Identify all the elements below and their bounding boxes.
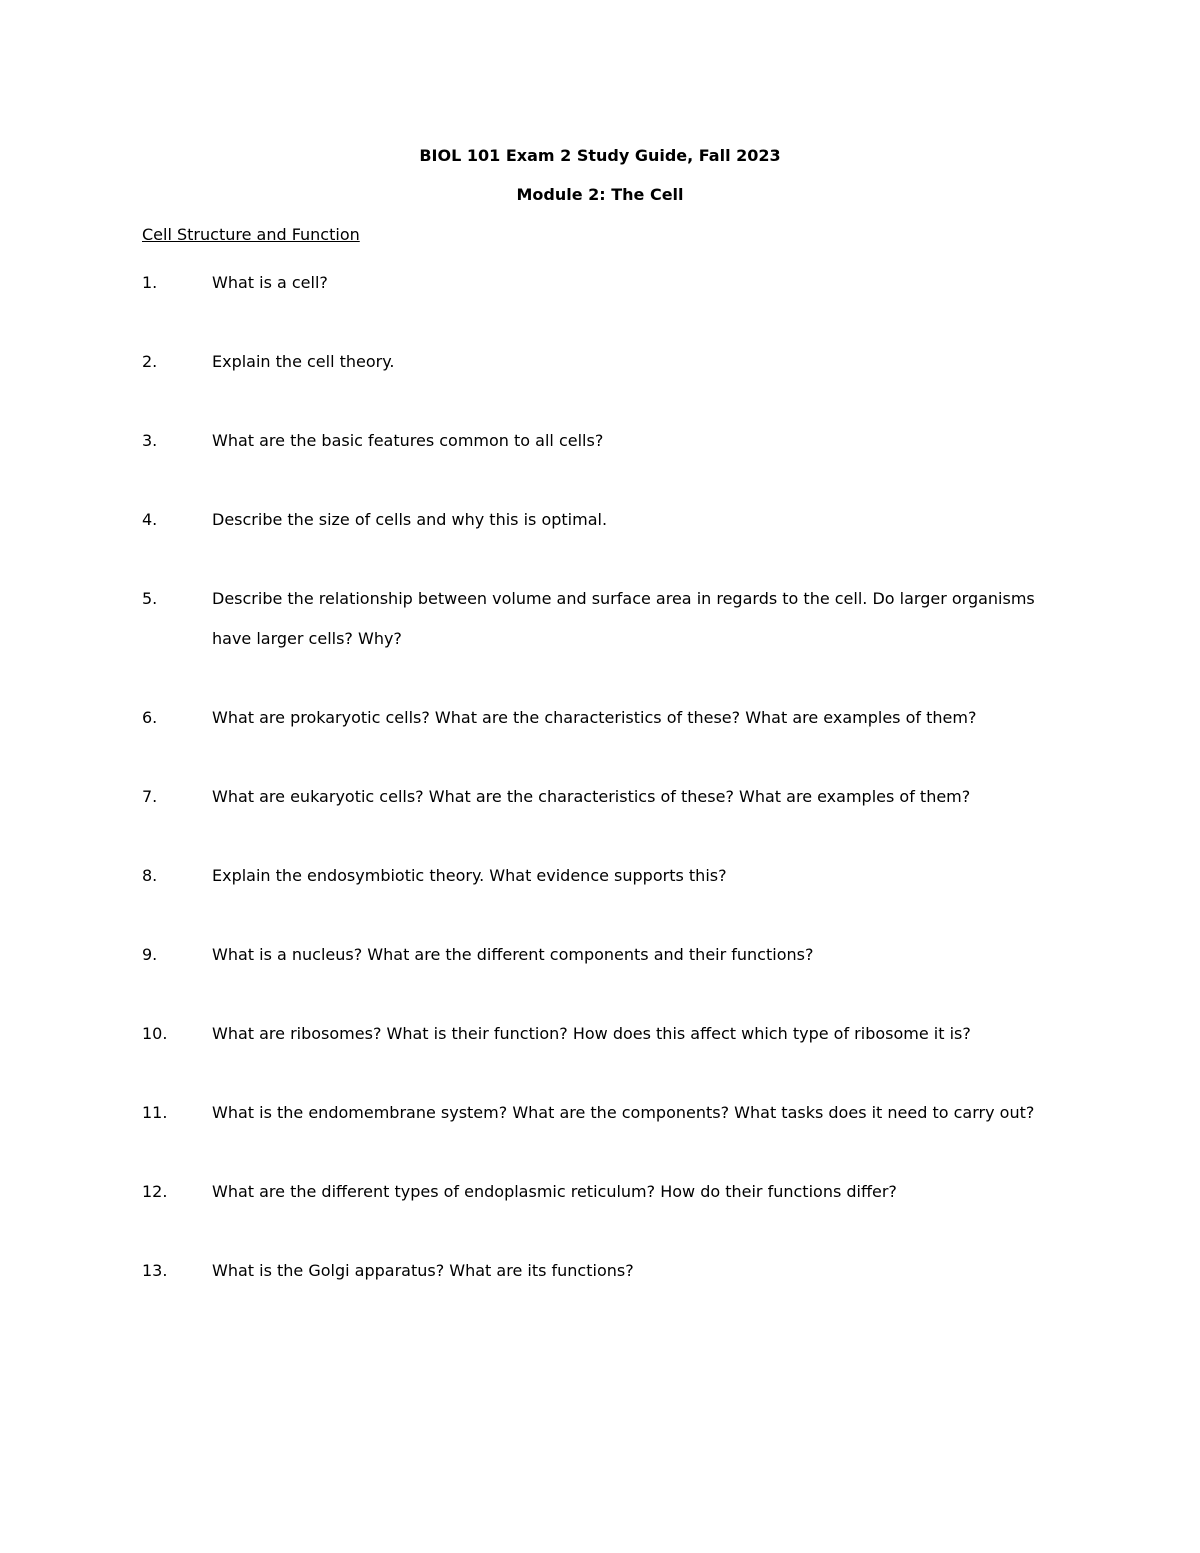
- question-text: What are the basic features common to all cells?: [212, 431, 604, 450]
- document-title: BIOL 101 Exam 2 Study Guide, Fall 2023: [419, 146, 781, 165]
- question-text: What is the Golgi apparatus? What are its functions?: [212, 1260, 634, 1280]
- question-text: What are the different types of endoplasmic reticulum? How do their functions differ?: [212, 1181, 897, 1201]
- question-number: 12.: [142, 1181, 168, 1201]
- question-item: [0, 263, 1200, 303]
- question-text: Explain the endosymbiotic theory. What evidence supports this?: [212, 865, 727, 885]
- question-item: [0, 1172, 1200, 1212]
- question-number: 6.: [142, 707, 158, 727]
- question-number: 1.: [142, 273, 158, 292]
- question-number: 13.: [142, 1260, 168, 1280]
- question-item: [0, 342, 1200, 382]
- question-number: 4.: [142, 510, 158, 529]
- question-number: 2.: [142, 352, 158, 371]
- question-number: 10.: [142, 1023, 168, 1043]
- question-text: What is the endomembrane system? What are the components? What tasks does it need to carry out?: [212, 1102, 1035, 1122]
- question-number: 9.: [142, 944, 158, 964]
- question-number: 5.: [142, 589, 158, 608]
- question-item: [0, 579, 1200, 658]
- section-heading: Cell Structure and Function: [142, 225, 360, 244]
- question-item: [0, 500, 1200, 540]
- question-item: [0, 698, 1200, 738]
- question-item: [0, 1093, 1200, 1133]
- question-item: [0, 421, 1200, 461]
- question-number: 7.: [142, 786, 158, 806]
- module-title: Module 2: The Cell: [516, 185, 684, 204]
- question-item: [0, 777, 1200, 817]
- question-list: [0, 263, 1200, 1330]
- question-text: What is a cell?: [212, 273, 328, 292]
- question-text: Explain the cell theory.: [212, 352, 395, 371]
- question-text: What are ribosomes? What is their function? How does this affect which type of ribosome it is?: [212, 1023, 971, 1043]
- question-item: [0, 1014, 1200, 1054]
- question-number: 11.: [142, 1102, 168, 1122]
- question-number: 3.: [142, 431, 158, 450]
- question-text: What are eukaryotic cells? What are the characteristics of these? What are examples of them?: [212, 786, 971, 806]
- question-item: [0, 856, 1200, 896]
- question-text: Describe the size of cells and why this is optimal.: [212, 510, 608, 529]
- question-number: 8.: [142, 865, 158, 885]
- question-item: [0, 1251, 1200, 1291]
- question-item: [0, 935, 1200, 975]
- question-text: What is a nucleus? What are the different components and their functions?: [212, 944, 814, 964]
- question-text: What are prokaryotic cells? What are the characteristics of these? What are examples of them?: [212, 707, 977, 727]
- question-text: Describe the relationship between volume and surface area in regards to the cell. Do larger organisms have larger cells? Why?: [212, 589, 1035, 648]
